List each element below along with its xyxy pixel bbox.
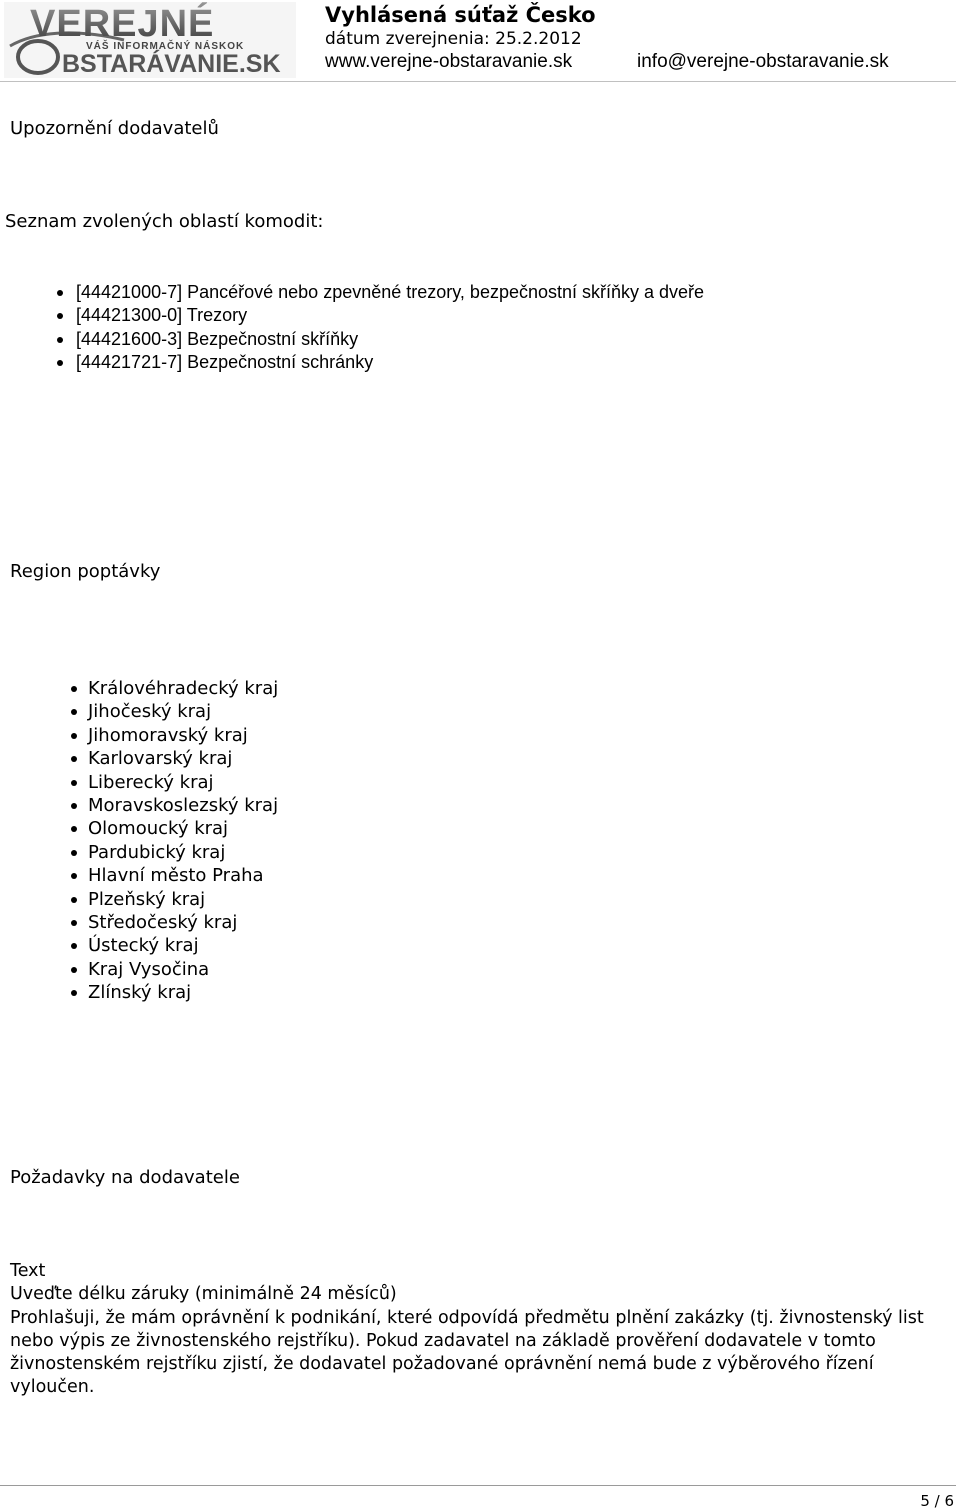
list-item: Kraj Vysočina xyxy=(88,958,278,981)
list-item: Jihomoravský kraj xyxy=(88,724,278,747)
list-item: Olomoucký kraj xyxy=(88,817,278,840)
commodity-list xyxy=(76,281,704,374)
requirements-heading: Požadavky na dodavatele xyxy=(10,1167,240,1188)
header-divider xyxy=(0,81,956,82)
footer-divider xyxy=(0,1485,956,1486)
publication-date: dátum zverejnenia: 25.2.2012 xyxy=(325,29,582,49)
requirements-label: Text xyxy=(10,1261,46,1281)
list-item: Jihočeský kraj xyxy=(88,700,278,723)
region-list xyxy=(88,677,278,1005)
list-item: Liberecký kraj xyxy=(88,771,278,794)
list-item: Zlínský kraj xyxy=(88,981,278,1004)
page-header xyxy=(0,0,960,83)
list-item: Ústecký kraj xyxy=(88,934,278,957)
list-item: [44421600-3] Bezpečnostní skříňky xyxy=(76,328,704,351)
list-item: Královéhradecký kraj xyxy=(88,678,279,699)
warranty-requirement: Uveďte délku záruky (minimálně 24 měsíců) xyxy=(10,1284,397,1305)
list-item: Středočeský kraj xyxy=(88,911,278,934)
notice-heading: Upozornění dodavatelů xyxy=(10,118,219,139)
requirements-body xyxy=(10,1260,956,1400)
logo-graphic xyxy=(4,2,296,78)
logo-globe-icon xyxy=(18,41,58,73)
list-item: Pardubický kraj xyxy=(88,841,278,864)
logo-main-text: VEREJNÉ xyxy=(30,3,215,45)
logo-tagline: VÁŠ INFORMAČNÝ NÁSKOK xyxy=(86,41,245,52)
header-title: Vyhlásená súťaž Česko xyxy=(325,3,596,27)
page-number: 5 / 6 xyxy=(920,1492,954,1510)
list-item: [44421000-7] Pancéřové nebo zpevněné trezory, bezpečnostní skříňky a dveře xyxy=(76,281,704,304)
logo-subtext: BSTARÁVANIE.SK xyxy=(62,50,281,78)
list-item: [44421721-7] Bezpečnostní schránky xyxy=(76,351,704,374)
list-item: Hlavní město Praha xyxy=(88,864,278,887)
region-heading: Region poptávky xyxy=(10,561,161,582)
website-link[interactable]: www.verejne-obstaravanie.sk xyxy=(325,51,573,72)
license-declaration: Prohlašuji, že mám oprávnění k podnikání, které odpovídá předmětu plnění zakázky (tj. živnostenský list nebo výpis ze živnostenského rejstříku). Pokud zadavatel na základě prověření dodavatele v tomto živnostenském rejstříku zjistí, že dodavatel požadované oprávnění nemá bude z výběrového řízení vyloučen. xyxy=(10,1307,924,1398)
email-link[interactable]: info@verejne-obstaravanie.sk xyxy=(637,51,889,72)
list-item: Karlovarský kraj xyxy=(88,747,278,770)
verejne-obstaravanie-logo xyxy=(4,2,296,78)
list-item: [44421300-0] Trezory xyxy=(76,304,704,327)
list-item: Plzeňský kraj xyxy=(88,888,278,911)
commodities-heading: Seznam zvolených oblastí komodit: xyxy=(5,211,324,232)
list-item: Moravskoslezský kraj xyxy=(88,795,279,817)
